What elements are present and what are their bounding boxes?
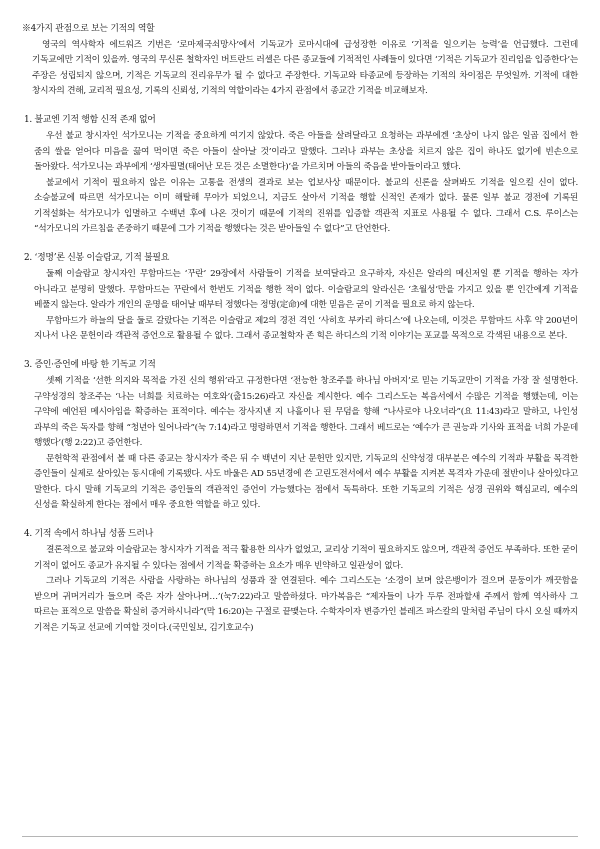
section-conclusion xyxy=(22,527,578,637)
section-paragraph: 무함마드가 하늘의 달을 둘로 갈랐다는 기적은 이슬람교 제2의 경전 격인 ‘사히흐 부카리 하디스’에 나오는데, 이것은 무함마드 사후 약 200년이 지나서 나온 문헌이라 객관적 증언으로 활용될 수 없다. 그래서 종교철학자 존 힉은 하디스의 기적 이야기는 포교를 목적으로 각색된 내용으로 본다. xyxy=(34,315,578,341)
section-heading: 4. 기적 속에서 하나님 성품 드러나 xyxy=(24,528,154,539)
section-paragraph: 결론적으로 불교와 이슬람교는 창시자가 기적을 적극 활용한 의사가 없었고, 교리상 기적이 필요하지도 않으며, 객관적 증언도 부족하다. 또한 굳이 기적이 없어도 종교가 유지될 수 있다는 점에서 기적을 확증하는 요소가 매우 빈약하고 일관성이 없다. xyxy=(34,545,578,571)
section-heading: 3. 증인·증언에 바탕 한 기독교 기적 xyxy=(24,359,156,370)
intro-paragraph: 영국의 역사학자 에드워즈 기번은 ‘로마제국쇠망사’에서 기독교가 로마시대에 급성장한 이유로 ‘기적을 일으키는 능력’을 언급했다. 그런데 기독교에만 기적이 있을까. 영국의 무신론 철학자인 버트란드 러셀은 다른 종교들에 기적적인 사례들이 있다면 ‘기적은 기독교가 진리임을 입증한다’는 주장은 성립되지 않으며, 기적은 기독교의 진리유무가 될 수 없다고 주장한다. 기독교와 타종교에 등장하는 기적의 차이점은 무엇일까. 기적에 대한 창시자의 견해, 교리적 필요성, 기록의 신뢰성, 기적의 역할이라는 4가지 관점에서 종교간 기적을 비교해보자. xyxy=(32,39,578,96)
section-christianity xyxy=(22,358,578,514)
section-paragraph: 문헌학적 관점에서 볼 때 다른 종교는 창시자가 죽은 뒤 수 백년이 지난 문헌만 있지만, 기독교의 신약성경 대부분은 예수의 기적과 부활을 목격한 증인들이 실제로 살아있는 동시대에 기록됐다. 사도 바울은 AD 55년경에 쓴 고린도전서에서 예수 부활을 지켜본 목격자 가운데 절반이나 살아있다고 말한다. 다시 말해 기독교의 기적은 증인들의 객관적인 증언이 가능했다는 점에서 독특하다. 또한 기독교의 기적은 성경 권위와 핵심교리, 예수의 신성을 확실하게 한다는 점에서 매우 중요한 역할을 하고 있다. xyxy=(34,453,578,510)
section-paragraph: 그러나 기독교의 기적은 사람을 사랑하는 하나님의 성품과 잘 연결된다. 예수 그리스도는 ‘소경이 보며 앉은뱅이가 걸으며 문둥이가 깨끗함을 받으며 귀머거리가 들으며 죽은 자가 살아나며…’(눅7:22)라고 말씀하셨다. 마가복음은 “제자들이 나가 두루 전파할새 주께서 함께 역사하사 그 따르는 표적으로 말씀을 확실히 증거하시니라”(막 16:20)는 구절로 끝맺는다. 수학자이자 변증가인 블레즈 파스칼의 말처럼 주님이 다시 오실 때까지 기적은 기독교 선교에 기여할 것이다.(국민일보, 김기호교수) xyxy=(34,576,578,633)
section-paragraph: 우선 불교 창시자인 석가모니는 기적을 중요하게 여기지 않았다. 죽은 아들을 살려달라고 요청하는 과부에겐 ‘초상이 나지 않은 일곱 집에서 한 줌의 쌀을 얻어다 미음을 끓여 먹이면 죽은 아들이 살아날 것’이라고 말했다. 그러나 과부는 초상을 치르지 않은 집이 하나도 없기에 빈손으로 돌아왔다. 석가모니는 과부에게 ‘생자필멸(태어난 모든 것은 소멸한다)’을 가르치며 아들의 죽음을 받아들이라고 했다. xyxy=(34,131,578,172)
footer-divider xyxy=(22,836,578,837)
section-paragraph: 불교에서 기적이 필요하지 않은 이유는 고통을 전생의 결과로 보는 업보사상 때문이다. 불교의 신론을 살펴봐도 기적을 일으킬 신이 없다. 소승불교에 따르면 석가모니는 이미 해탈해 무아가 되었으니, 지금도 살아서 기적을 행할 신적인 존재가 없다. 물론 일부 불교 경전에 기록된 기적설화는 석가모니가 입멸하고 수백년 후에 나온 것이기 때문에 기적의 진위를 입증할 객관적 지표로 사용될 수 없다. 그래서 C.S. 루이스는 “석가모니의 가르침을 존중하기 때문에 그가 기적을 행했다는 것은 받아들일 수 없다”고 단언한다. xyxy=(34,177,578,234)
section-buddhism xyxy=(22,113,578,238)
section-paragraph: 둘째 이슬람교 창시자인 무함마드는 ‘꾸란’ 29장에서 사람들이 기적을 보여달라고 요구하자, 자신은 알라의 메신저일 뿐 기적을 행하는 자가 아니라고 분명히 말했다. 무함마드는 꾸란에서 한번도 기적을 행한 적이 없다. 이슬람교의 알라신은 ‘초월성’만을 가지고 있을 뿐 인간에게 기적을 베풀지 않는다. 알라가 개인의 운명을 태어날 때부터 정했다는 정명(定命)에 대한 믿음은 굳이 기적을 필요로 하지 않는다. xyxy=(34,269,578,310)
section-heading: 1. 불교엔 기적 행함 신적 존재 없어 xyxy=(24,114,156,125)
document-title: ※4가지 관점으로 보는 기적의 역할 xyxy=(22,24,155,34)
section-heading: 2. ‘정명’론 신봉 이슬람교, 기적 불필요 xyxy=(24,252,170,263)
section-islam xyxy=(22,251,578,345)
section-paragraph: 셋째 기적을 ‘선한 의지와 목적을 가진 신의 행위’라고 규정한다면 ‘전능한 창조주를 하나님 아버지’로 믿는 기독교만이 기적을 가장 잘 설명한다. 구약성경의 창조주는 ‘나는 너희를 치료하는 여호와’(출15:26)라고 자신을 계시한다. 예수 그리스도는 복음서에서 수많은 기적을 행했는데, 이는 구약에 예언된 메시아임을 확증하는 표적이다. 예수는 장사지낸 지 나흘이나 된 무덤을 향해 “나사로야 나오너라”(요 11:43)라고 말하고, 나인성 과부의 죽은 독자를 향해 “청년아 일어나라”(눅 7:14)라고 명령하면서 기적을 행한다. 그래서 베드로는 ‘예수가 큰 권능과 기사와 표적을 너희 가운데 행했다’(행 2:22)고 증언한다. xyxy=(34,376,578,448)
